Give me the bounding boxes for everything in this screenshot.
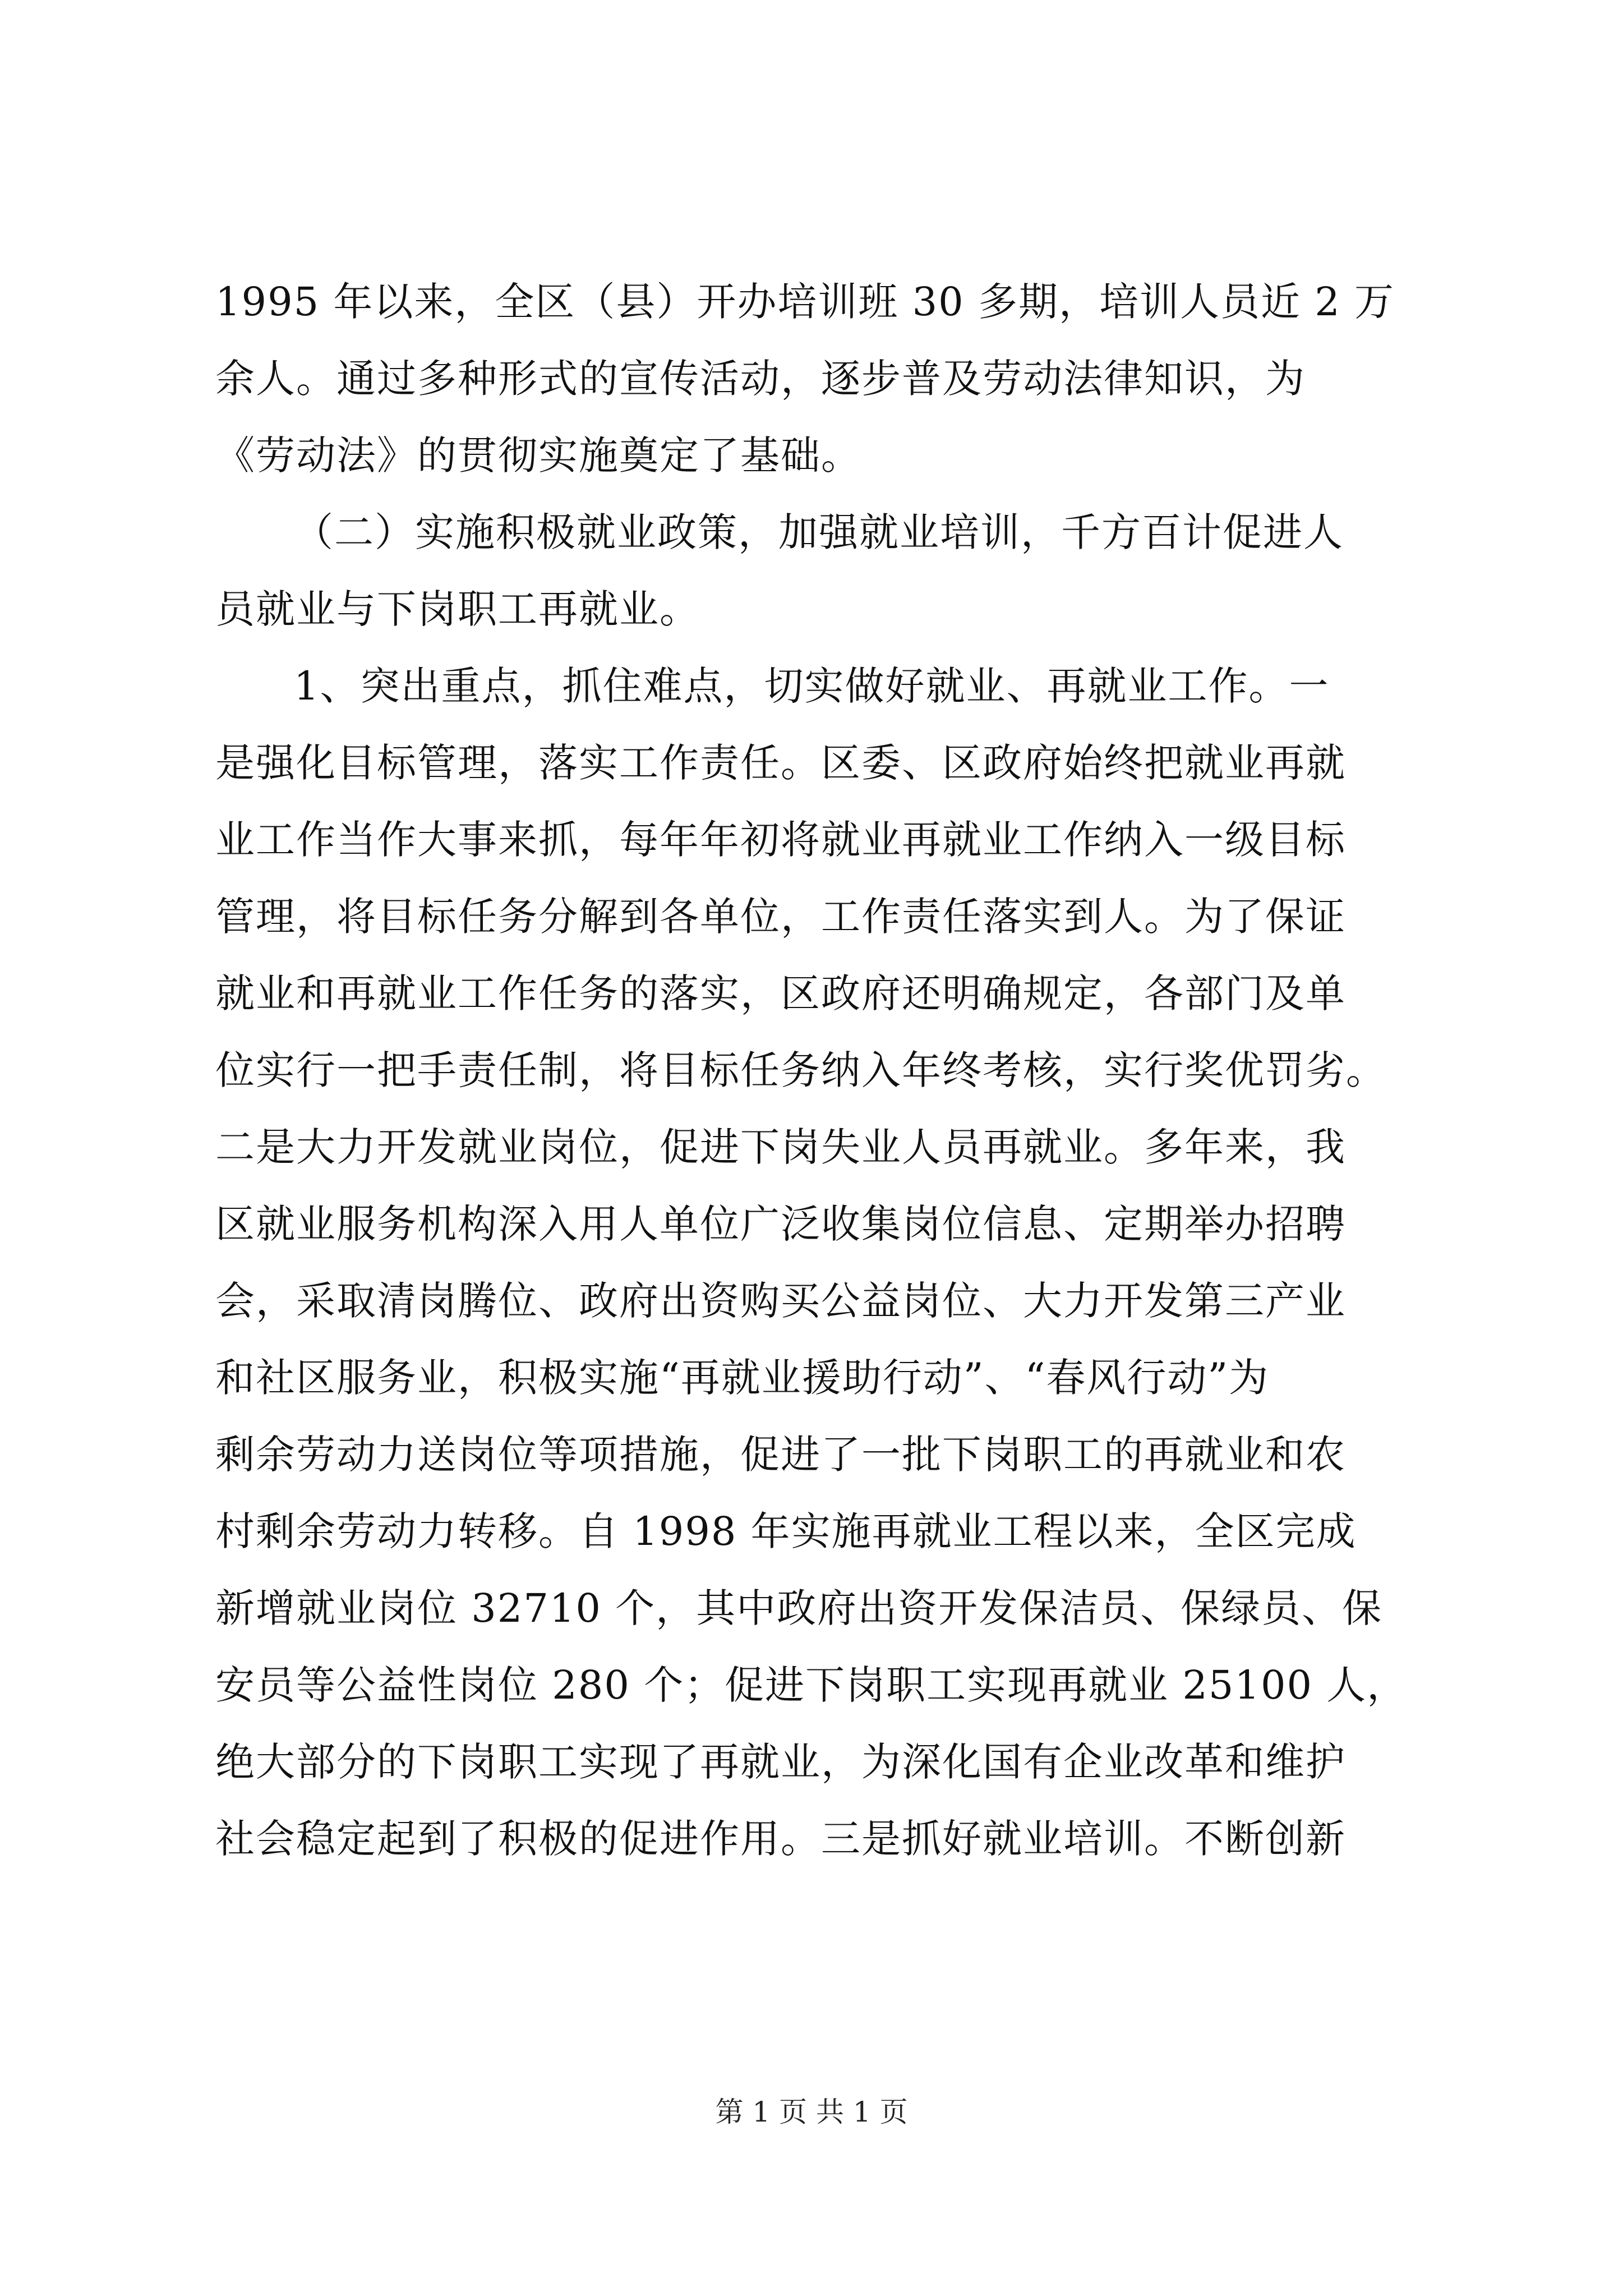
text-line: 是强化目标管理，落实工作责任。区委、区政府始终把就业再就 <box>215 740 1346 786</box>
text-line: 新增就业岗位 32710 个，其中政府出资开发保洁员、保绿员、保 <box>215 1585 1383 1631</box>
text-line: 区就业服务机构深入用人单位广泛收集岗位信息、定期举办招聘 <box>215 1201 1346 1247</box>
text-line: 安员等公益性岗位 280 个；促进下岗职工实现再就业 25100 人， <box>215 1662 1408 1708</box>
text-line: 剩余劳动力送岗位等项措施，促进了一批下岗职工的再就业和农 <box>215 1432 1346 1478</box>
page-number-footer: 第 1 页 共 1 页 <box>715 2096 908 2128</box>
document-body <box>215 264 1410 1878</box>
text-line: 村剩余劳动力转移。自 1998 年实施再就业工程以来，全区完成 <box>215 1508 1357 1554</box>
text-line: 就业和再就业工作任务的落实，区政府还明确规定，各部门及单 <box>215 970 1346 1016</box>
text-line: 社会稳定起到了积极的促进作用。三是抓好就业培训。不断创新 <box>215 1816 1346 1862</box>
text-line: 绝大部分的下岗职工实现了再就业，为深化国有企业改革和维护 <box>215 1739 1346 1785</box>
text-line: 管理，将目标任务分解到各单位，工作责任落实到人。为了保证 <box>215 894 1346 940</box>
paragraph-first-line: 1、突出重点，抓住难点，切实做好就业、再就业工作。一 <box>294 663 1330 709</box>
text-line: 位实行一把手责任制，将目标任务纳入年终考核，实行奖优罚劣。 <box>215 1047 1386 1093</box>
section-heading-line: （二）实施积极就业政策，加强就业培训，千方百计促进人 <box>294 509 1344 555</box>
text-line: 1995 年以来，全区（县）开办培训班 30 多期，培训人员近 2 万 <box>215 279 1395 325</box>
text-line: 二是大力开发就业岗位，促进下岗失业人员再就业。多年来，我 <box>215 1124 1346 1170</box>
section-heading-line: 员就业与下岗职工再就业。 <box>215 586 700 632</box>
text-line: 会，采取清岗腾位、政府出资购买公益岗位、大力开发第三产业 <box>215 1278 1346 1324</box>
text-line: 《劳动法》的贯彻实施奠定了基础。 <box>215 432 861 478</box>
text-line: 余人。通过多种形式的宣传活动，逐步普及劳动法律知识，为 <box>215 356 1306 402</box>
text-line: 和社区服务业，积极实施“再就业援助行动”、“春风行动”为 <box>215 1355 1270 1401</box>
text-line: 业工作当作大事来抓，每年年初将就业再就业工作纳入一级目标 <box>215 817 1346 863</box>
